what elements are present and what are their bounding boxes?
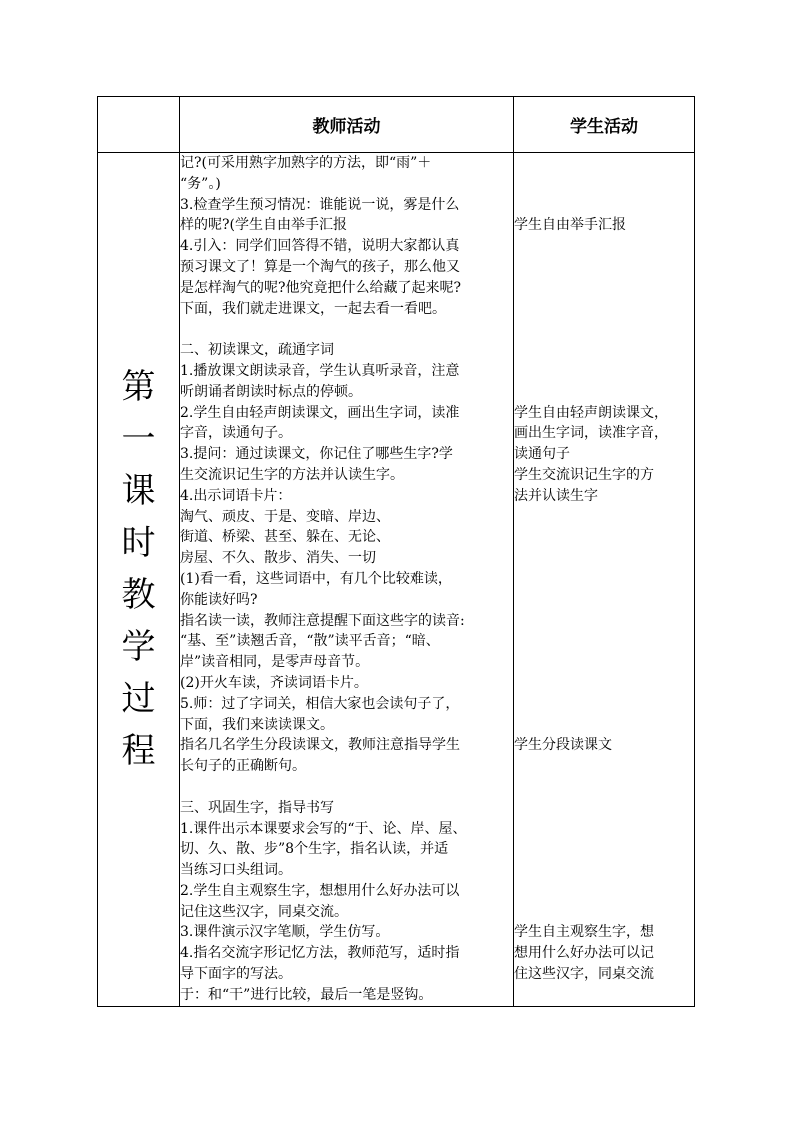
- teacher-activity-cell: [180, 153, 514, 1007]
- student-text-line: [514, 278, 694, 299]
- side-title: [98, 153, 179, 777]
- student-text-line: [514, 673, 694, 694]
- student-text-line: [514, 340, 694, 361]
- teacher-text-line: 下面，我们来读读课文。: [180, 716, 334, 733]
- student-activity-text: [514, 153, 694, 1006]
- header-row: [98, 97, 695, 153]
- student-text-line: 读通句子: [514, 446, 570, 463]
- teacher-text-line: 2.学生自主观察生字，想想用什么好办法可以: [180, 882, 460, 899]
- lesson-table: [97, 96, 695, 1007]
- teacher-text-line: 下面，我们就走进课文，一起去看一看吧。: [180, 300, 446, 317]
- student-text-line: [514, 382, 694, 403]
- student-text-line: [514, 839, 694, 860]
- student-text-line: [514, 236, 694, 257]
- teacher-text-line: 听朗诵者朗读时标点的停顿。: [180, 383, 362, 400]
- side-title-char: 过: [121, 679, 156, 719]
- side-title-char: 一: [121, 419, 156, 459]
- student-text-line: 学生自由轻声朗读课文，: [514, 404, 668, 421]
- side-title-char: 程: [121, 731, 156, 771]
- side-title-char: 学: [121, 627, 156, 667]
- teacher-text-line: 二、初读课文，疏通字词: [180, 342, 334, 359]
- student-activity-cell: [514, 153, 695, 1007]
- side-title-char: 课: [121, 471, 156, 511]
- teacher-text-line: 1.播放课文朗读录音，学生认真听录音，注意: [180, 362, 460, 379]
- student-text-line: [514, 195, 694, 216]
- teacher-text-line: 长句子的正确断句。: [180, 758, 306, 775]
- student-text-line: [514, 507, 694, 528]
- teacher-text-line: 字音，读通句子。: [180, 425, 292, 442]
- student-text-line: 学生自主观察生字，想: [514, 924, 654, 941]
- student-text-line: [514, 299, 694, 320]
- student-text-line: [514, 174, 694, 195]
- student-text-line: [514, 257, 694, 278]
- teacher-text-line: 4.指名交流字形记忆方法，教师范写，适时指: [180, 945, 460, 962]
- teacher-text-line: 切、久、散、步”8个生字，指名认读，并适: [180, 841, 449, 858]
- teacher-text-line: 4.引入：同学们回答得不错，说明大家都认真: [180, 238, 460, 255]
- side-title-char: 时: [121, 523, 156, 563]
- teacher-text-line: 预习课文了！算是一个淘气的孩子，那么他又: [180, 258, 460, 275]
- teacher-text-line: 记?(可采用熟字加熟字的方法，即“雨”＋: [180, 155, 432, 171]
- teacher-text-line: 岸”读音相同，是零声母音节。: [180, 654, 370, 671]
- teacher-activity-text: [180, 153, 513, 1006]
- teacher-text-line: 3.提问：通过读课文，你记住了哪些生字?学: [180, 446, 453, 463]
- teacher-text-line: “务”。): [180, 175, 221, 192]
- teacher-text-line: 记住这些汉字，同桌交流。: [180, 903, 348, 920]
- student-text-line: 住这些汉字，同桌交流: [514, 966, 654, 983]
- teacher-text-line: 3.课件演示汉字笔顺，学生仿写。: [180, 924, 390, 941]
- teacher-text-line: 房屋、不久、散步、消失、一切: [180, 550, 376, 567]
- student-activity-header: 学生活动: [514, 97, 695, 153]
- student-text-line: 学生交流识记生字的方: [514, 466, 654, 483]
- teacher-text-line: [180, 319, 513, 340]
- student-text-line: [514, 715, 694, 736]
- student-text-line: [514, 756, 694, 777]
- student-text-line: [514, 985, 694, 1006]
- student-text-line: [514, 590, 694, 611]
- student-text-line: [514, 694, 694, 715]
- teacher-text-line: “基、至”读翘舌音，“散”读平舌音；“暗、: [180, 633, 440, 650]
- student-text-line: 学生自由举手汇报: [514, 217, 626, 234]
- teacher-text-line: 你能读好吗?: [180, 591, 258, 608]
- student-text-line: [514, 569, 694, 590]
- student-text-line: [514, 548, 694, 569]
- student-text-line: [514, 631, 694, 652]
- student-text-line: [514, 860, 694, 881]
- student-text-line: [514, 777, 694, 798]
- teacher-text-line: 5.师：过了字词关，相信大家也会读句子了，: [180, 695, 460, 712]
- content-row: [98, 153, 695, 1007]
- teacher-activity-header: 教师活动: [180, 97, 514, 153]
- student-text-line: 法并认读生字: [514, 487, 598, 504]
- student-text-line: [514, 798, 694, 819]
- teacher-text-line: [180, 777, 513, 798]
- teacher-text-line: 生交流识记生字的方法并认读生字。: [180, 466, 404, 483]
- teacher-text-line: 指名读一读，教师注意提醒下面这些字的读音:: [180, 612, 465, 629]
- teacher-text-line: 淘气、顽皮、于是、变暗、岸边、: [180, 508, 390, 525]
- student-text-line: [514, 611, 694, 632]
- student-text-line: [514, 319, 694, 340]
- student-text-line: [514, 527, 694, 548]
- teacher-text-line: (2)开火车读，齐读词语卡片。: [180, 674, 368, 691]
- teacher-text-line: 三、巩固生字，指导书写: [180, 799, 334, 816]
- side-title-char: 第: [121, 367, 156, 407]
- student-text-line: [514, 361, 694, 382]
- teacher-text-line: 当练习口头组词。: [180, 862, 292, 879]
- student-text-line: [514, 902, 694, 923]
- teacher-text-line: (1)看一看，这些词语中，有几个比较难读，: [180, 570, 452, 587]
- teacher-text-line: 1.课件出示本课要求会写的“于、论、岸、屋、: [180, 820, 467, 837]
- teacher-text-line: 导下面字的写法。: [180, 966, 292, 983]
- side-title-char: 教: [121, 575, 156, 615]
- side-title-cell: [98, 153, 180, 1007]
- student-text-line: 想用什么好办法可以记: [514, 945, 654, 962]
- student-text-line: 学生分段读课文: [514, 737, 612, 754]
- teacher-text-line: 街道、桥梁、甚至、躲在、无论、: [180, 529, 390, 546]
- student-text-line: [514, 153, 694, 174]
- teacher-text-line: 指名几名学生分段读课文，教师注意指导学生: [180, 737, 460, 754]
- teacher-text-line: 于：和“干”进行比较，最后一笔是竖钩。: [180, 986, 433, 1003]
- student-text-line: [514, 881, 694, 902]
- teacher-text-line: 3.检查学生预习情况：谁能说一说，雾是什么: [180, 196, 460, 213]
- teacher-text-line: 2.学生自由轻声朗读课文，画出生字词，读准: [180, 404, 460, 421]
- teacher-text-line: 4.出示词语卡片：: [180, 487, 292, 504]
- teacher-text-line: 样的呢?(学生自由举手汇报: [180, 217, 347, 234]
- teacher-text-line: 是怎样淘气的呢?他究竟把什么给藏了起来呢?: [180, 279, 462, 296]
- student-text-line: [514, 652, 694, 673]
- student-text-line: 画出生字词，读准字音，: [514, 425, 668, 442]
- corner-cell: [98, 97, 180, 153]
- student-text-line: [514, 819, 694, 840]
